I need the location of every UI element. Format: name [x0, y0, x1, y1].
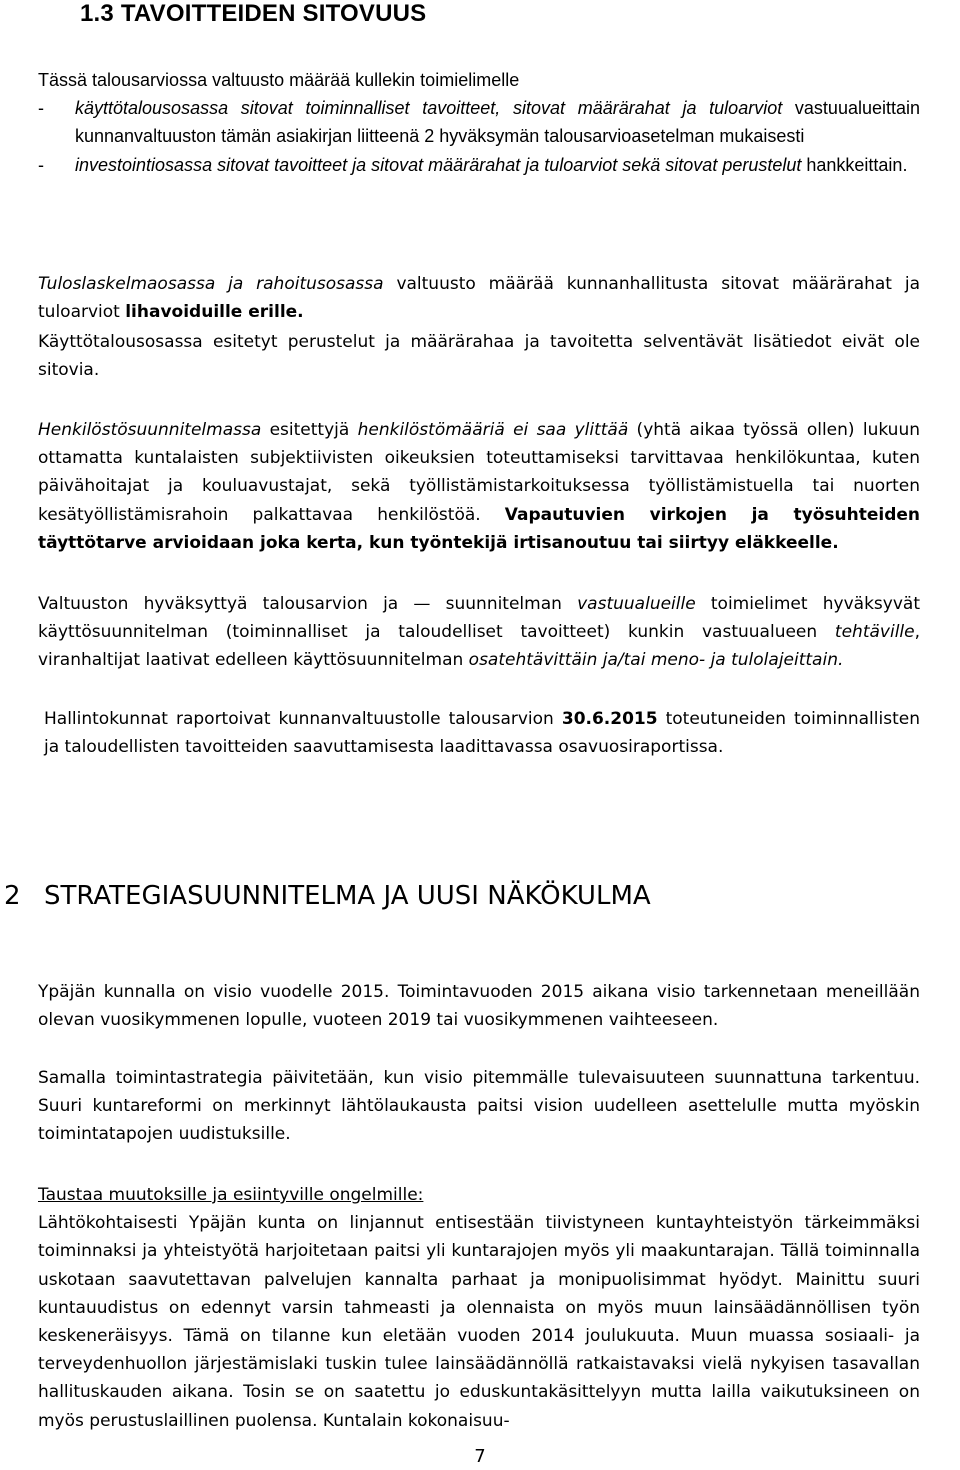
- hallinto-text-1: Hallintokunnat raportoivat kunnanvaltuustolle talousarvion: [44, 709, 562, 729]
- page-number: 7: [474, 1446, 486, 1467]
- section-1-3-intro-block: [38, 66, 920, 179]
- paragraph-visio: Ypäjän kunnalla on visio vuodelle 2015. Toimintavuoden 2015 aikana visio tarkennetaan meneillään olevan vuosikymmenen lopulle, vuoteen 2019 tai vuosikymmenen vaihteeseen.: [38, 982, 920, 1031]
- paragraph-toimintastrategia: Samalla toimintastrategia päivitetään, kun visio pitemmälle tulevaisuuteen suunnattuna tarkentuu. Suuri kuntareformi on merkinnyt lähtölaukausta paitsi vision uudelleen asettelulle mutta myöskin toimintatapojen uudistuksille.: [38, 1068, 920, 1145]
- henkilosto-text-1: esitettyjä: [261, 420, 358, 440]
- list-item-kayttotalous: [38, 94, 920, 150]
- valtuusto-italic-3: osatehtävittäin ja/tai meno- ja tulolajeittain.: [468, 650, 844, 671]
- valtuusto-italic-1: vastuualueille: [577, 594, 696, 614]
- paragraph-valtuusto: [38, 590, 920, 675]
- section-2-number: 2: [4, 881, 21, 911]
- list-dash: -: [38, 154, 44, 175]
- paragraph-hallintokunnat: [44, 705, 920, 761]
- list-item-investointi: [38, 151, 920, 179]
- henkilosto-italic-2: henkilöstömääriä ei saa ylittää: [357, 420, 629, 440]
- intro-paragraph: Tässä talousarviossa valtuusto määrää kullekin toimielimelle: [38, 70, 520, 90]
- list-item-rest: vastuualueittain kunnanvaltuuston tämän asiakirjan liitteenä 2 hyväksymän talousarvioasetelman mukaisesti: [75, 98, 921, 147]
- valtuusto-text-2: toimielimet hyväksyvät käyttösuunnitelman (toiminnalliset ja taloudelliset tavoitteet) kunkin vastuualueen: [38, 594, 920, 643]
- paragraph-tuloslaskelma: [38, 270, 920, 326]
- taustaa-block: [38, 1181, 920, 1435]
- list-item-italic: investointiosassa sitovat tavoitteet ja sitovat määrärahat ja tuloarviot sekä sitovat perustelut: [75, 154, 802, 175]
- valtuusto-italic-2: tehtäville: [834, 622, 915, 643]
- paragraph-taustaa: Lähtökohtaisesti Ypäjän kunta on linjannut entisestään tiivistyneen kuntayhteistyön tärkeimmäksi toiminnaksi ja yhteistyötä harjoitetaan paitsi yli kuntarajojen myös yli maakuntarajan. Tällä toiminnalla uskotaan saavutettavan palvelujen kannalta parhaat ja monipuolisimmat hyödyt. Mainittu suuri kuntauudistus on edennyt varsin tahmeasti ja olennaista on myös muun lainsäädännöllisen työn keskeneräisyys. Tämä on tilanne kun eletään vuoden 2014 joulukuuta. Muun muassa sosiaali- ja terveydenhuollon järjestämislaki tuskin tulee lainsäädännöllä ratkaistavaksi vielä nykyisen tasavallan hallituskauden aikana. Tosin se on saatettu jo eduskuntakäsittelyyn mutta lailla vaikutuksineen on myös perustuslaillinen puolensa. Kuntalain kokonaisuu-: [38, 1213, 920, 1431]
- list-item-rest: hankkeittain.: [801, 154, 908, 175]
- hallinto-bold-date: 30.6.2015: [561, 709, 658, 729]
- paragraph-kayttotalous: Käyttötalousosassa esitetyt perustelut ja määrärahaa ja tavoitetta selventävät lisätiedot eivät ole sitovia.: [38, 332, 920, 381]
- tuloslaskelma-text: valtuusto määrää kunnanhallitusta sitovat määrärahat ja tuloarviot: [38, 274, 920, 323]
- valtuusto-text-3: , viranhaltijat laativat edelleen käyttösuunnitelman: [38, 622, 920, 671]
- valtuusto-text-1: Valtuuston hyväksyttyä talousarvion ja — suunnitelman: [38, 594, 578, 614]
- tuloslaskelma-bold: lihavoiduille erille.: [125, 302, 304, 323]
- section-heading-2: [4, 876, 651, 916]
- list-item-text: [75, 94, 920, 150]
- list-dash: -: [38, 98, 44, 119]
- henkilosto-italic-1: Henkilöstösuunnitelmassa: [38, 420, 262, 440]
- tuloslaskelma-italic: Tuloslaskelmaosassa ja rahoitusosassa: [38, 274, 384, 294]
- taustaa-heading: Taustaa muutoksille ja esiintyville ongelmille:: [38, 1185, 424, 1205]
- hallinto-text-2: toteutuneiden toiminnallisten ja taloudellisten tavoitteiden saavuttamisesta laadittavassa osavuosiraportissa.: [44, 709, 920, 758]
- section-2-title: STRATEGIASUUNNITELMA JA UUSI NÄKÖKULMA: [44, 881, 651, 911]
- section-heading-1-3: 1.3 TAVOITTEIDEN SITOVUUS: [80, 0, 427, 27]
- list-item-text: [75, 151, 920, 179]
- paragraph-henkilosto: [38, 416, 920, 557]
- henkilosto-text-2: (yhtä aikaa työssä ollen) lukuun ottamatta kuntalaisten subjektiivisten oikeuksien toteuttamiseksi tarvittavaa henkilökuntaa, kuten päivähoitajat ja kouluavustajat, sekä työllistämistarkoituksessa työllistämistuella tai nuorten kesätyöllistämisrahoin palkattavaa henkilöstöä.: [38, 420, 920, 525]
- henkilosto-bold: Vapautuvien virkojen ja työsuhteiden täyttötarve arvioidaan joka kerta, kun työntekijä irtisanoutuu tai siirtyy eläkkeelle.: [38, 504, 921, 553]
- list-item-italic: käyttötalousosassa sitovat toiminnalliset tavoitteet, sitovat määrärahat ja tuloarviot: [75, 98, 783, 119]
